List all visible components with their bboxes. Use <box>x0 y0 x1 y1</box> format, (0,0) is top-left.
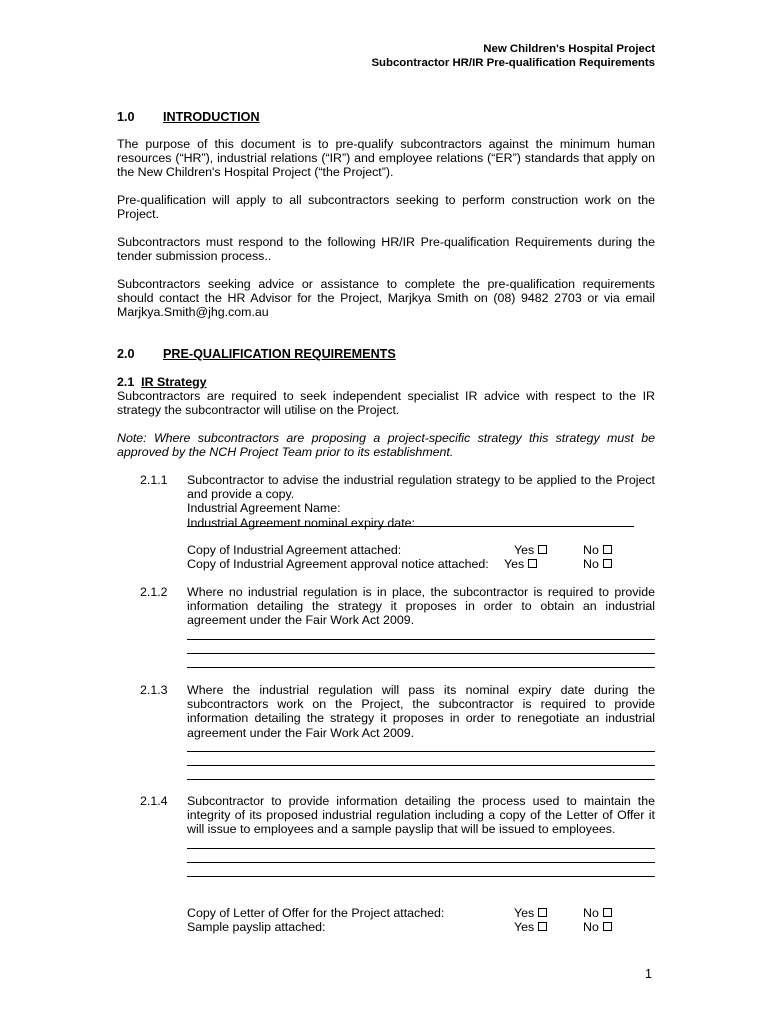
item-number: 2.1.1 <box>140 473 168 487</box>
section-title: INTRODUCTION <box>163 110 260 124</box>
checkbox-label: Sample payslip attached: <box>187 920 326 934</box>
answer-line[interactable] <box>187 765 655 766</box>
no-option[interactable] <box>583 557 612 571</box>
no-label: No <box>583 557 599 571</box>
yes-checkbox[interactable] <box>538 922 547 931</box>
yes-label: Yes <box>504 557 525 571</box>
yes-option[interactable] <box>514 543 547 557</box>
item-2-1-1-text: Subcontractor to advise the industrial regulation strategy to be applied to the Project and provide a copy. <box>187 473 655 502</box>
section-1-heading <box>117 110 260 124</box>
intro-paragraph-applicability: Pre-qualification will apply to all subcontractors seeking to perform construction work on the Project. <box>117 193 655 222</box>
section-number: 2.0 <box>117 347 135 361</box>
item-2-1-4-text: Subcontractor to provide information detailing the process used to maintain the integrity of its proposed industrial regulation including a copy of the Letter of Offer it will issue to employees and a sample payslip that will be issued to employees. <box>187 794 655 837</box>
no-option[interactable] <box>583 906 612 920</box>
answer-line[interactable] <box>187 667 655 668</box>
yes-option[interactable] <box>514 920 547 934</box>
subsection-title: IR Strategy <box>141 375 207 389</box>
intro-paragraph-contact: Subcontractors seeking advice or assistance to complete the pre-qualification requirements should contact the HR Advisor for the Project, Marjkya Smith on (08) 9482 2703 or via email Marjkya.Smith@jhg.com.au <box>117 277 655 320</box>
checkbox-label: Copy of Industrial Agreement attached: <box>187 543 402 557</box>
subsection-intro: Subcontractors are required to seek independent specialist IR advice with respect to the IR strategy the subcontractor will utilise on the Project. <box>117 389 655 418</box>
item-number: 2.1.4 <box>140 794 168 808</box>
yes-option[interactable] <box>504 557 537 571</box>
yes-label: Yes <box>514 920 535 934</box>
answer-line[interactable] <box>187 751 655 752</box>
no-checkbox[interactable] <box>603 908 612 917</box>
header-project-title: New Children's Hospital Project <box>483 43 655 55</box>
answer-line[interactable] <box>187 848 655 849</box>
no-label: No <box>583 906 599 920</box>
no-checkbox[interactable] <box>603 559 612 568</box>
yes-checkbox[interactable] <box>538 908 547 917</box>
section-title: PRE-QUALIFICATION REQUIREMENTS <box>163 347 396 361</box>
no-option[interactable] <box>583 543 612 557</box>
answer-line[interactable] <box>187 639 655 640</box>
item-number: 2.1.3 <box>140 683 168 697</box>
checkbox-label: Copy of Letter of Offer for the Project attached: <box>187 906 445 920</box>
agreement-expiry-field[interactable] <box>418 515 634 527</box>
checkbox-label: Copy of Industrial Agreement approval notice attached: <box>187 557 489 571</box>
item-2-1-2-text: Where no industrial regulation is in place, the subcontractor is required to provide information detailing the strategy it proposes in order to obtain an industrial agreement under the Fair Work Act 2009. <box>187 585 655 628</box>
no-checkbox[interactable] <box>603 922 612 931</box>
field-label: Industrial Agreement nominal expiry date: <box>187 516 415 530</box>
no-option[interactable] <box>583 920 612 934</box>
item-2-1-3-text: Where the industrial regulation will pass its nominal expiry date during the subcontractors work on the Project, the subcontractor is required to provide information detailing the strategy it proposes in order to renegotiate an industrial agreement under the Fair Work Act 2009. <box>187 683 655 740</box>
answer-line[interactable] <box>187 779 655 780</box>
no-checkbox[interactable] <box>603 545 612 554</box>
answer-line[interactable] <box>187 862 655 863</box>
section-number: 1.0 <box>117 110 135 124</box>
item-number: 2.1.2 <box>140 585 168 599</box>
agreement-expiry-row <box>187 515 655 530</box>
yes-label: Yes <box>514 906 535 920</box>
subsection-2-1-heading <box>117 375 655 389</box>
yes-label: Yes <box>514 543 535 557</box>
no-label: No <box>583 920 599 934</box>
answer-line[interactable] <box>187 653 655 654</box>
header-document-title: Subcontractor HR/IR Pre-qualification Requirements <box>371 57 655 69</box>
yes-checkbox[interactable] <box>528 559 537 568</box>
intro-paragraph-purpose: The purpose of this document is to pre-qualify subcontractors against the minimum human resources (“HR”), industrial relations (“IR”) and employee relations (“ER”) standards that apply on the New Children's Hospital Project (“the Project”). <box>117 137 655 180</box>
subsection-number: 2.1 <box>117 375 135 389</box>
intro-paragraph-response: Subcontractors must respond to the following HR/IR Pre-qualification Requirements during the tender submission process.. <box>117 235 655 264</box>
answer-line[interactable] <box>187 876 655 877</box>
field-label: Industrial Agreement Name: <box>187 501 341 515</box>
no-label: No <box>583 543 599 557</box>
page-number: 1 <box>645 967 652 981</box>
section-2-heading <box>117 347 396 361</box>
yes-option[interactable] <box>514 906 547 920</box>
subsection-note: Note: Where subcontractors are proposing a project-specific strategy this strategy must be approved by the NCH Project Team prior to its establishment. <box>117 431 655 460</box>
yes-checkbox[interactable] <box>538 545 547 554</box>
